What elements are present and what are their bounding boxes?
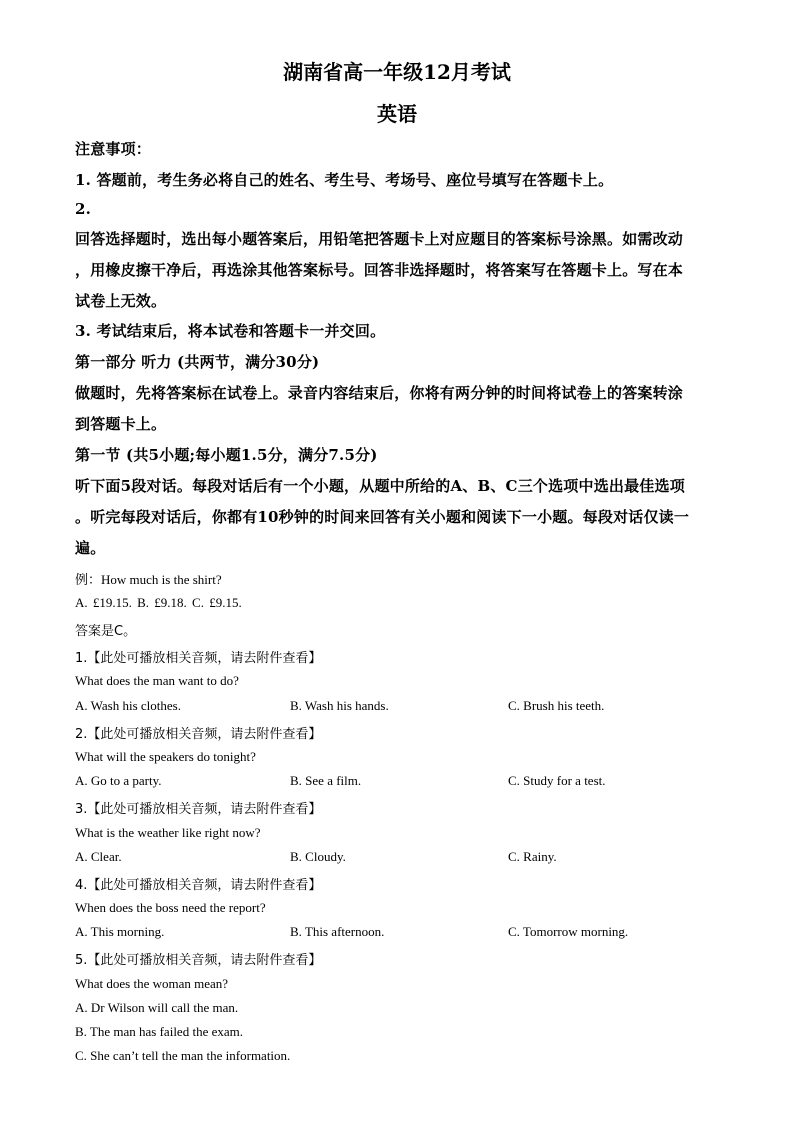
question-1-option-c: C. Brush his teeth. [508,698,605,713]
example-answer: 答案是C。 [75,624,137,639]
question-4-option-a: A. This morning. [75,924,165,939]
question-5-audio: 5.【此处可播放相关音频，请去附件查看】 [75,953,322,968]
notice-item-2-line-3: 试卷上无效。 [75,292,167,310]
question-5-stem: What does the woman mean? [75,976,229,991]
question-1-option-b: B. Wash his hands. [290,698,389,713]
question-2-option-a: A. Go to a party. [75,773,162,788]
question-1-option-a: A. Wash his clothes. [75,698,181,713]
part1-instruction-line-1: 做题时，先将答案标在试卷上。录音内容结束后，你将有两分钟的时间将试卷上的答案转涂 [75,384,684,402]
question-2-option-b: B. See a film. [290,773,362,788]
notice-heading: 注意事项： [75,140,152,158]
question-3-option-c: C. Rainy. [508,849,557,864]
notice-item-2-line-2: ，用橡皮擦干净后，再选涂其他答案标号。回答非选择题时，将答案写在答题卡上。写在本 [75,261,684,279]
question-4-stem: When does the boss need the report? [75,900,266,915]
section1-instruction-line-2: 。听完每段对话后，你都有10秒钟的时间来回答有关小题和阅读下一小题。每段对话仅读一 [75,508,690,526]
section1-heading: 第一节 (共5小题;每小题1.5分，满分7.5分) [75,446,378,464]
part1-heading: 第一部分 听力 (共两节，满分30分) [75,353,320,371]
notice-item-2-number: 2. [75,200,92,218]
question-5-option-a: A. Dr Wilson will call the man. [75,1000,239,1015]
question-1-audio: 1.【此处可播放相关音频，请去附件查看】 [75,651,322,666]
question-2-audio: 2.【此处可播放相关音频，请去附件查看】 [75,727,322,742]
question-4-option-b: B. This afternoon. [290,924,385,939]
subject-title: 英语 [377,102,417,126]
question-2-option-c: C. Study for a test. [508,773,606,788]
example-question: 例：How much is the shirt? [75,572,222,587]
question-5-option-b: B. The man has failed the exam. [75,1024,243,1039]
exam-title: 湖南省高一年级12月考试 [283,60,511,84]
notice-item-2-line-1: 回答选择题时，选出每小题答案后，用铅笔把答题卡上对应题目的答案标号涂黑。如需改动 [75,230,684,248]
question-2-stem: What will the speakers do tonight? [75,749,256,764]
question-4-audio: 4.【此处可播放相关音频，请去附件查看】 [75,878,322,893]
question-4-option-c: C. Tomorrow morning. [508,924,629,939]
question-1-stem: What does the man want to do? [75,673,239,688]
notice-item-1: 1. 答题前，考生务必将自己的姓名、考生号、考场号、座位号填写在答题卡上。 [75,171,614,189]
section1-instruction-line-1: 听下面5段对话。每段对话后有一个小题，从题中所给的A、B、C三个选项中选出最佳选项 [75,477,685,495]
section1-instruction-line-3: 遍。 [75,539,106,557]
example-options: A. £19.15. B. £9.18. C. £9.15. [75,595,242,610]
question-3-stem: What is the weather like right now? [75,825,261,840]
question-3-audio: 3.【此处可播放相关音频，请去附件查看】 [75,802,322,817]
question-3-option-b: B. Cloudy. [290,849,346,864]
question-5-option-c: C. She can’t tell the man the information. [75,1048,291,1063]
notice-item-3: 3. 考试结束后，将本试卷和答题卡一并交回。 [75,322,386,340]
question-3-option-a: A. Clear. [75,849,122,864]
part1-instruction-line-2: 到答题卡上。 [75,415,167,433]
